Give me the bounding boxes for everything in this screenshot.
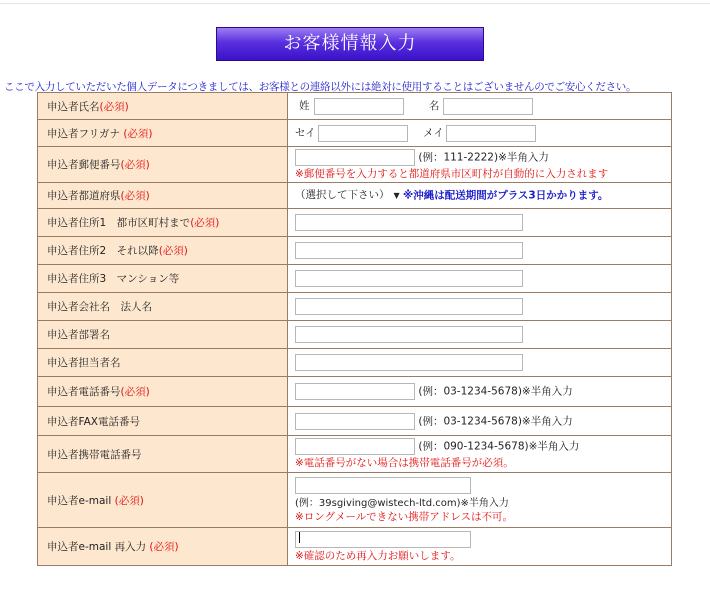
required-mark: (必須) bbox=[158, 245, 188, 257]
fax-label: 申込者FAX電話番号 bbox=[47, 415, 140, 428]
row-phone bbox=[38, 377, 672, 407]
row-contact-person bbox=[38, 349, 672, 377]
first-name-input[interactable] bbox=[443, 98, 533, 115]
address1-input[interactable] bbox=[295, 214, 523, 231]
mobile-input[interactable] bbox=[295, 438, 415, 455]
required-mark: (必須) bbox=[190, 217, 220, 229]
address3-input[interactable] bbox=[295, 270, 523, 287]
department-input[interactable] bbox=[295, 326, 523, 343]
row-kana bbox=[38, 120, 672, 147]
email-confirm-input[interactable] bbox=[295, 531, 471, 548]
address2-input[interactable] bbox=[295, 242, 523, 259]
prefecture-label: 申込者都道府県 bbox=[47, 190, 121, 202]
email-confirm-note: ※確認のため再入力お願いします。 bbox=[295, 549, 461, 562]
email-note: ※ロングメールできない携帯アドレスは不可。 bbox=[295, 510, 513, 523]
email-label: 申込者e-mail bbox=[47, 494, 115, 507]
customer-info-form bbox=[37, 92, 672, 566]
top-divider bbox=[0, 3, 710, 4]
row-prefecture bbox=[38, 183, 672, 209]
required-mark: (必須) bbox=[120, 386, 150, 398]
mobile-note: ※電話番号がない場合は携帯電話番号が必須。 bbox=[295, 457, 514, 469]
kana-label: 申込者フリガナ bbox=[47, 127, 120, 140]
row-mobile bbox=[38, 436, 672, 473]
mobile-hint: (例：090-1234-5678)※半角入力 bbox=[418, 440, 580, 453]
required-mark: (必須) bbox=[149, 541, 179, 553]
sei-label: 姓 bbox=[299, 100, 310, 112]
sei-kana-label: セイ bbox=[295, 127, 316, 139]
required-mark: (必須) bbox=[120, 190, 150, 202]
last-name-kana-input[interactable] bbox=[318, 125, 408, 142]
text-cursor bbox=[299, 532, 300, 543]
required-mark: (必須) bbox=[99, 100, 129, 113]
mei-kana-label: メイ bbox=[423, 127, 444, 139]
row-address1 bbox=[38, 209, 672, 237]
zip-input[interactable] bbox=[295, 149, 415, 166]
last-name-input[interactable] bbox=[314, 98, 404, 115]
fax-hint: (例：03-1234-5678)※半角入力 bbox=[418, 415, 573, 427]
row-department bbox=[38, 321, 672, 349]
phone-hint: (例：03-1234-5678)※半角入力 bbox=[418, 385, 573, 398]
page-title: お客様情報入力 bbox=[216, 27, 484, 61]
privacy-notice: ここで入力していただいた個人データにつきましては、お客様との連絡以外には絶対に使用することはございませんのでご安心ください。 bbox=[4, 81, 637, 93]
contact-person-label: 申込者担当者名 bbox=[47, 357, 121, 369]
phone-input[interactable] bbox=[295, 383, 415, 400]
required-mark: (必須) bbox=[114, 494, 144, 507]
address1-label: 申込者住所1 都市区町村まで bbox=[47, 217, 191, 229]
dropdown-arrow-icon: ▼ bbox=[393, 191, 400, 200]
row-email bbox=[38, 473, 672, 528]
row-zip bbox=[38, 147, 672, 183]
required-mark: (必須) bbox=[120, 159, 150, 171]
row-fax bbox=[38, 407, 672, 436]
row-email-confirm bbox=[38, 528, 672, 566]
address3-label: 申込者住所3 マンション等 bbox=[47, 273, 180, 285]
zip-label: 申込者郵便番号 bbox=[47, 159, 121, 171]
required-mark: (必須) bbox=[123, 127, 153, 140]
address2-label: 申込者住所2 それ以降 bbox=[47, 245, 159, 257]
company-label: 申込者会社名 法人名 bbox=[47, 301, 152, 313]
email-confirm-label: 申込者e-mail 再入力 bbox=[47, 541, 150, 553]
row-company bbox=[38, 293, 672, 321]
contact-person-input[interactable] bbox=[295, 354, 523, 371]
row-name bbox=[38, 93, 672, 120]
prefecture-select[interactable] bbox=[295, 187, 400, 204]
prefecture-note: ※沖縄は配送期間がプラス3日かかります。 bbox=[403, 189, 609, 202]
prefecture-selected: （選択して下さい） bbox=[295, 189, 390, 201]
row-address3 bbox=[38, 265, 672, 293]
email-input[interactable] bbox=[295, 477, 471, 494]
mei-label: 名 bbox=[428, 100, 440, 112]
zip-note: ※郵便番号を入力すると都道府県市区町村が自動的に入力されます bbox=[295, 167, 609, 180]
first-name-kana-input[interactable] bbox=[446, 125, 536, 142]
mobile-label: 申込者携帯電話番号 bbox=[47, 448, 142, 461]
department-label: 申込者部署名 bbox=[47, 329, 110, 341]
row-address2 bbox=[38, 237, 672, 265]
zip-hint: (例：111-2222)※半角入力 bbox=[418, 151, 549, 163]
fax-input[interactable] bbox=[295, 413, 415, 430]
name-label: 申込者氏名 bbox=[47, 100, 100, 113]
company-input[interactable] bbox=[295, 298, 523, 315]
phone-label: 申込者電話番号 bbox=[47, 386, 121, 398]
email-hint: (例：39sgiving@wistech-ltd.com)※半角入力 bbox=[295, 497, 509, 509]
